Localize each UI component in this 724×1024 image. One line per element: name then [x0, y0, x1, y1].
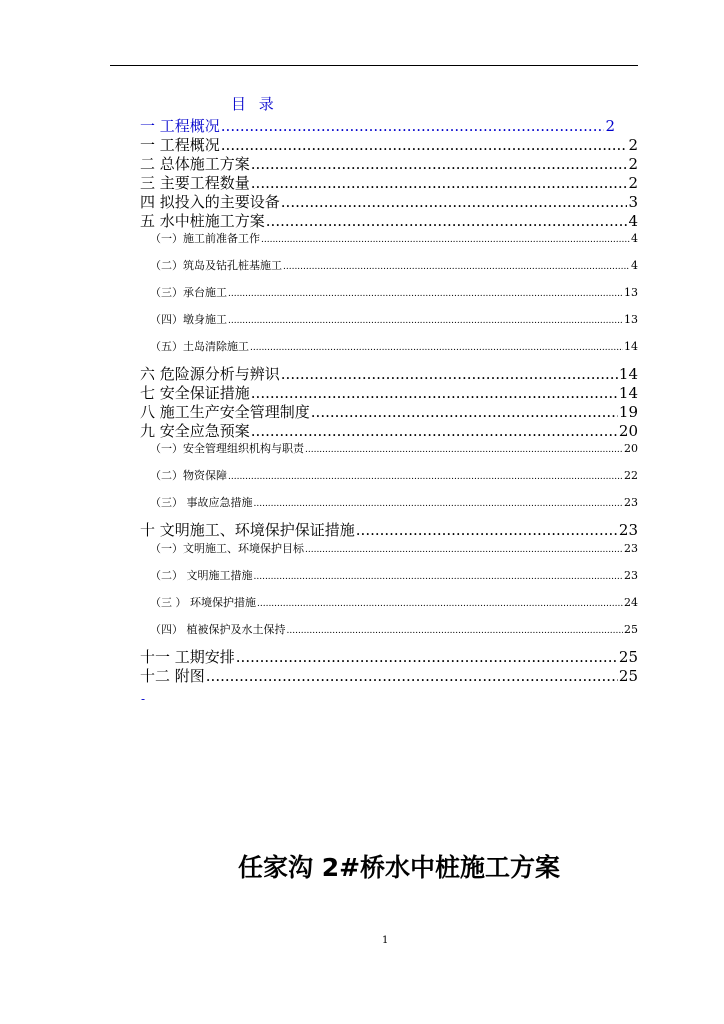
toc-leader [254, 572, 624, 582]
toc-entry-page: 2 [628, 155, 638, 173]
toc-leader [221, 117, 605, 135]
toc-entry-label: （三）承台施工 [150, 286, 227, 299]
toc-entry-page: 13 [624, 313, 638, 326]
toc-entry-label: 十一 工期安排 [140, 648, 235, 666]
toc-entry-page: 25 [618, 667, 638, 685]
toc-leader [236, 648, 618, 666]
toc-leader [251, 422, 618, 440]
toc-entry[interactable] [140, 153, 638, 172]
toc-entry-page: 20 [618, 422, 638, 440]
toc-leader [311, 403, 618, 421]
toc-entry[interactable] [140, 115, 615, 134]
toc-entry-page: 23 [624, 569, 638, 582]
toc-leader [228, 472, 623, 482]
toc-entry-page: 24 [624, 596, 638, 609]
toc-entry-page: 23 [624, 496, 638, 509]
header-rule [110, 65, 638, 66]
toc-subentry[interactable] [140, 257, 638, 272]
toc-entry-label: （三 ） 环境保护措施 [150, 596, 256, 609]
toc-entry-label: 七 安全保证措施 [140, 384, 250, 402]
toc-entry[interactable] [140, 382, 638, 401]
toc-leader [251, 155, 628, 173]
toc-entry-page: 13 [624, 286, 638, 299]
toc-entry[interactable] [140, 646, 638, 665]
toc-subentry[interactable] [140, 494, 638, 509]
toc-entry[interactable] [140, 363, 638, 382]
toc-leader [250, 343, 623, 353]
toc-entry-page: 2 [605, 117, 615, 135]
toc-leader [254, 499, 624, 509]
toc-entry-page: 14 [624, 340, 638, 353]
toc-leader [228, 289, 623, 299]
toc-leader [281, 193, 628, 211]
toc-entry[interactable] [140, 172, 638, 191]
toc-entry-page: 4 [628, 212, 638, 230]
toc-entry[interactable] [140, 210, 638, 229]
toc-entry-label: 一 工程概况 [140, 136, 220, 154]
toc-leader [228, 316, 623, 326]
toc-entry-page: 23 [624, 542, 638, 555]
toc-leader [283, 262, 630, 272]
toc-entry-label: 五 水中桩施工方案 [140, 212, 265, 230]
toc-subentry[interactable] [140, 540, 638, 555]
toc-entry-page: 14 [618, 384, 638, 402]
toc-entry-page: 4 [631, 259, 638, 272]
toc-leader [221, 136, 628, 154]
toc-entry-page: 3 [628, 193, 638, 211]
toc-entry-label: 十二 附图 [140, 667, 205, 685]
toc-subentry[interactable] [140, 311, 638, 326]
toc-entry-label: 一 工程概况 [140, 117, 220, 135]
toc-entry[interactable] [140, 519, 638, 538]
toc-leader [251, 384, 618, 402]
toc-subentry[interactable] [140, 440, 638, 455]
toc-subentry[interactable] [140, 230, 638, 245]
toc-entry-label: （五）土岛清除施工 [150, 340, 249, 353]
toc-subentry[interactable] [140, 284, 638, 299]
toc-entry-label: （一）施工前准备工作 [150, 232, 260, 245]
toc-entry-label: 八 施工生产安全管理制度 [140, 403, 310, 421]
toc-entry[interactable] [140, 401, 638, 420]
toc-entry-page: 25 [618, 648, 638, 666]
toc-entry-page: 2 [628, 136, 638, 154]
toc-entry-label: （一）安全管理组织机构与职责 [150, 442, 304, 455]
link-marker: - [141, 692, 146, 706]
toc-leader [261, 235, 630, 245]
toc-entry-page: 14 [618, 365, 638, 383]
page-number: 1 [382, 935, 389, 946]
toc-leader [257, 599, 623, 609]
toc-entry-page: 20 [624, 442, 638, 455]
toc-subentry[interactable] [140, 594, 638, 609]
toc-entry-page: 19 [618, 403, 638, 421]
toc-subentry[interactable] [140, 338, 638, 353]
toc-entry[interactable] [140, 420, 638, 439]
toc-entry[interactable] [140, 665, 638, 684]
toc-entry-page: 23 [618, 521, 638, 539]
toc-entry-label: 四 拟投入的主要设备 [140, 193, 280, 211]
toc-subentry[interactable] [140, 621, 638, 636]
toc-leader [356, 521, 618, 539]
toc-subentry[interactable] [140, 467, 638, 482]
toc-entry-page: 2 [628, 174, 638, 192]
document-title: 任家沟 2#桥水中桩施工方案 [238, 853, 561, 882]
toc-entry-label: （二）筑岛及钻孔桩基施工 [150, 259, 282, 272]
toc-subentry[interactable] [140, 567, 638, 582]
toc-leader [287, 626, 624, 636]
toc-entry-page: 25 [624, 623, 638, 636]
toc-entry-label: 六 危险源分析与辨识 [140, 365, 280, 383]
toc-entry-page: 22 [624, 469, 638, 482]
toc-entry-label: 十 文明施工、环境保护保证措施 [140, 521, 355, 539]
toc-entry-label: 九 安全应急预案 [140, 422, 250, 440]
toc-entry-label: 二 总体施工方案 [140, 155, 250, 173]
toc-leader [251, 174, 628, 192]
toc-leader [206, 667, 618, 685]
toc-entry-label: （三） 事故应急措施 [150, 496, 253, 509]
toc-leader [305, 445, 623, 455]
toc-entry-page: 4 [631, 232, 638, 245]
toc-leader [305, 545, 623, 555]
toc-entry-label: （一）文明施工、环境保护目标 [150, 542, 304, 555]
toc-entry[interactable] [140, 191, 638, 210]
toc-entry-label: （四） 植被保护及水土保持 [150, 623, 286, 636]
toc-entry-label: （二）物资保障 [150, 469, 227, 482]
toc-title: 目 录 [231, 95, 278, 113]
toc-entry-label: （二） 文明施工措施 [150, 569, 253, 582]
toc-entry-label: （四）墩身施工 [150, 313, 227, 326]
toc-leader [281, 365, 618, 383]
toc-entry[interactable] [140, 134, 638, 153]
toc-entry-label: 三 主要工程数量 [140, 174, 250, 192]
toc-leader [266, 212, 628, 230]
